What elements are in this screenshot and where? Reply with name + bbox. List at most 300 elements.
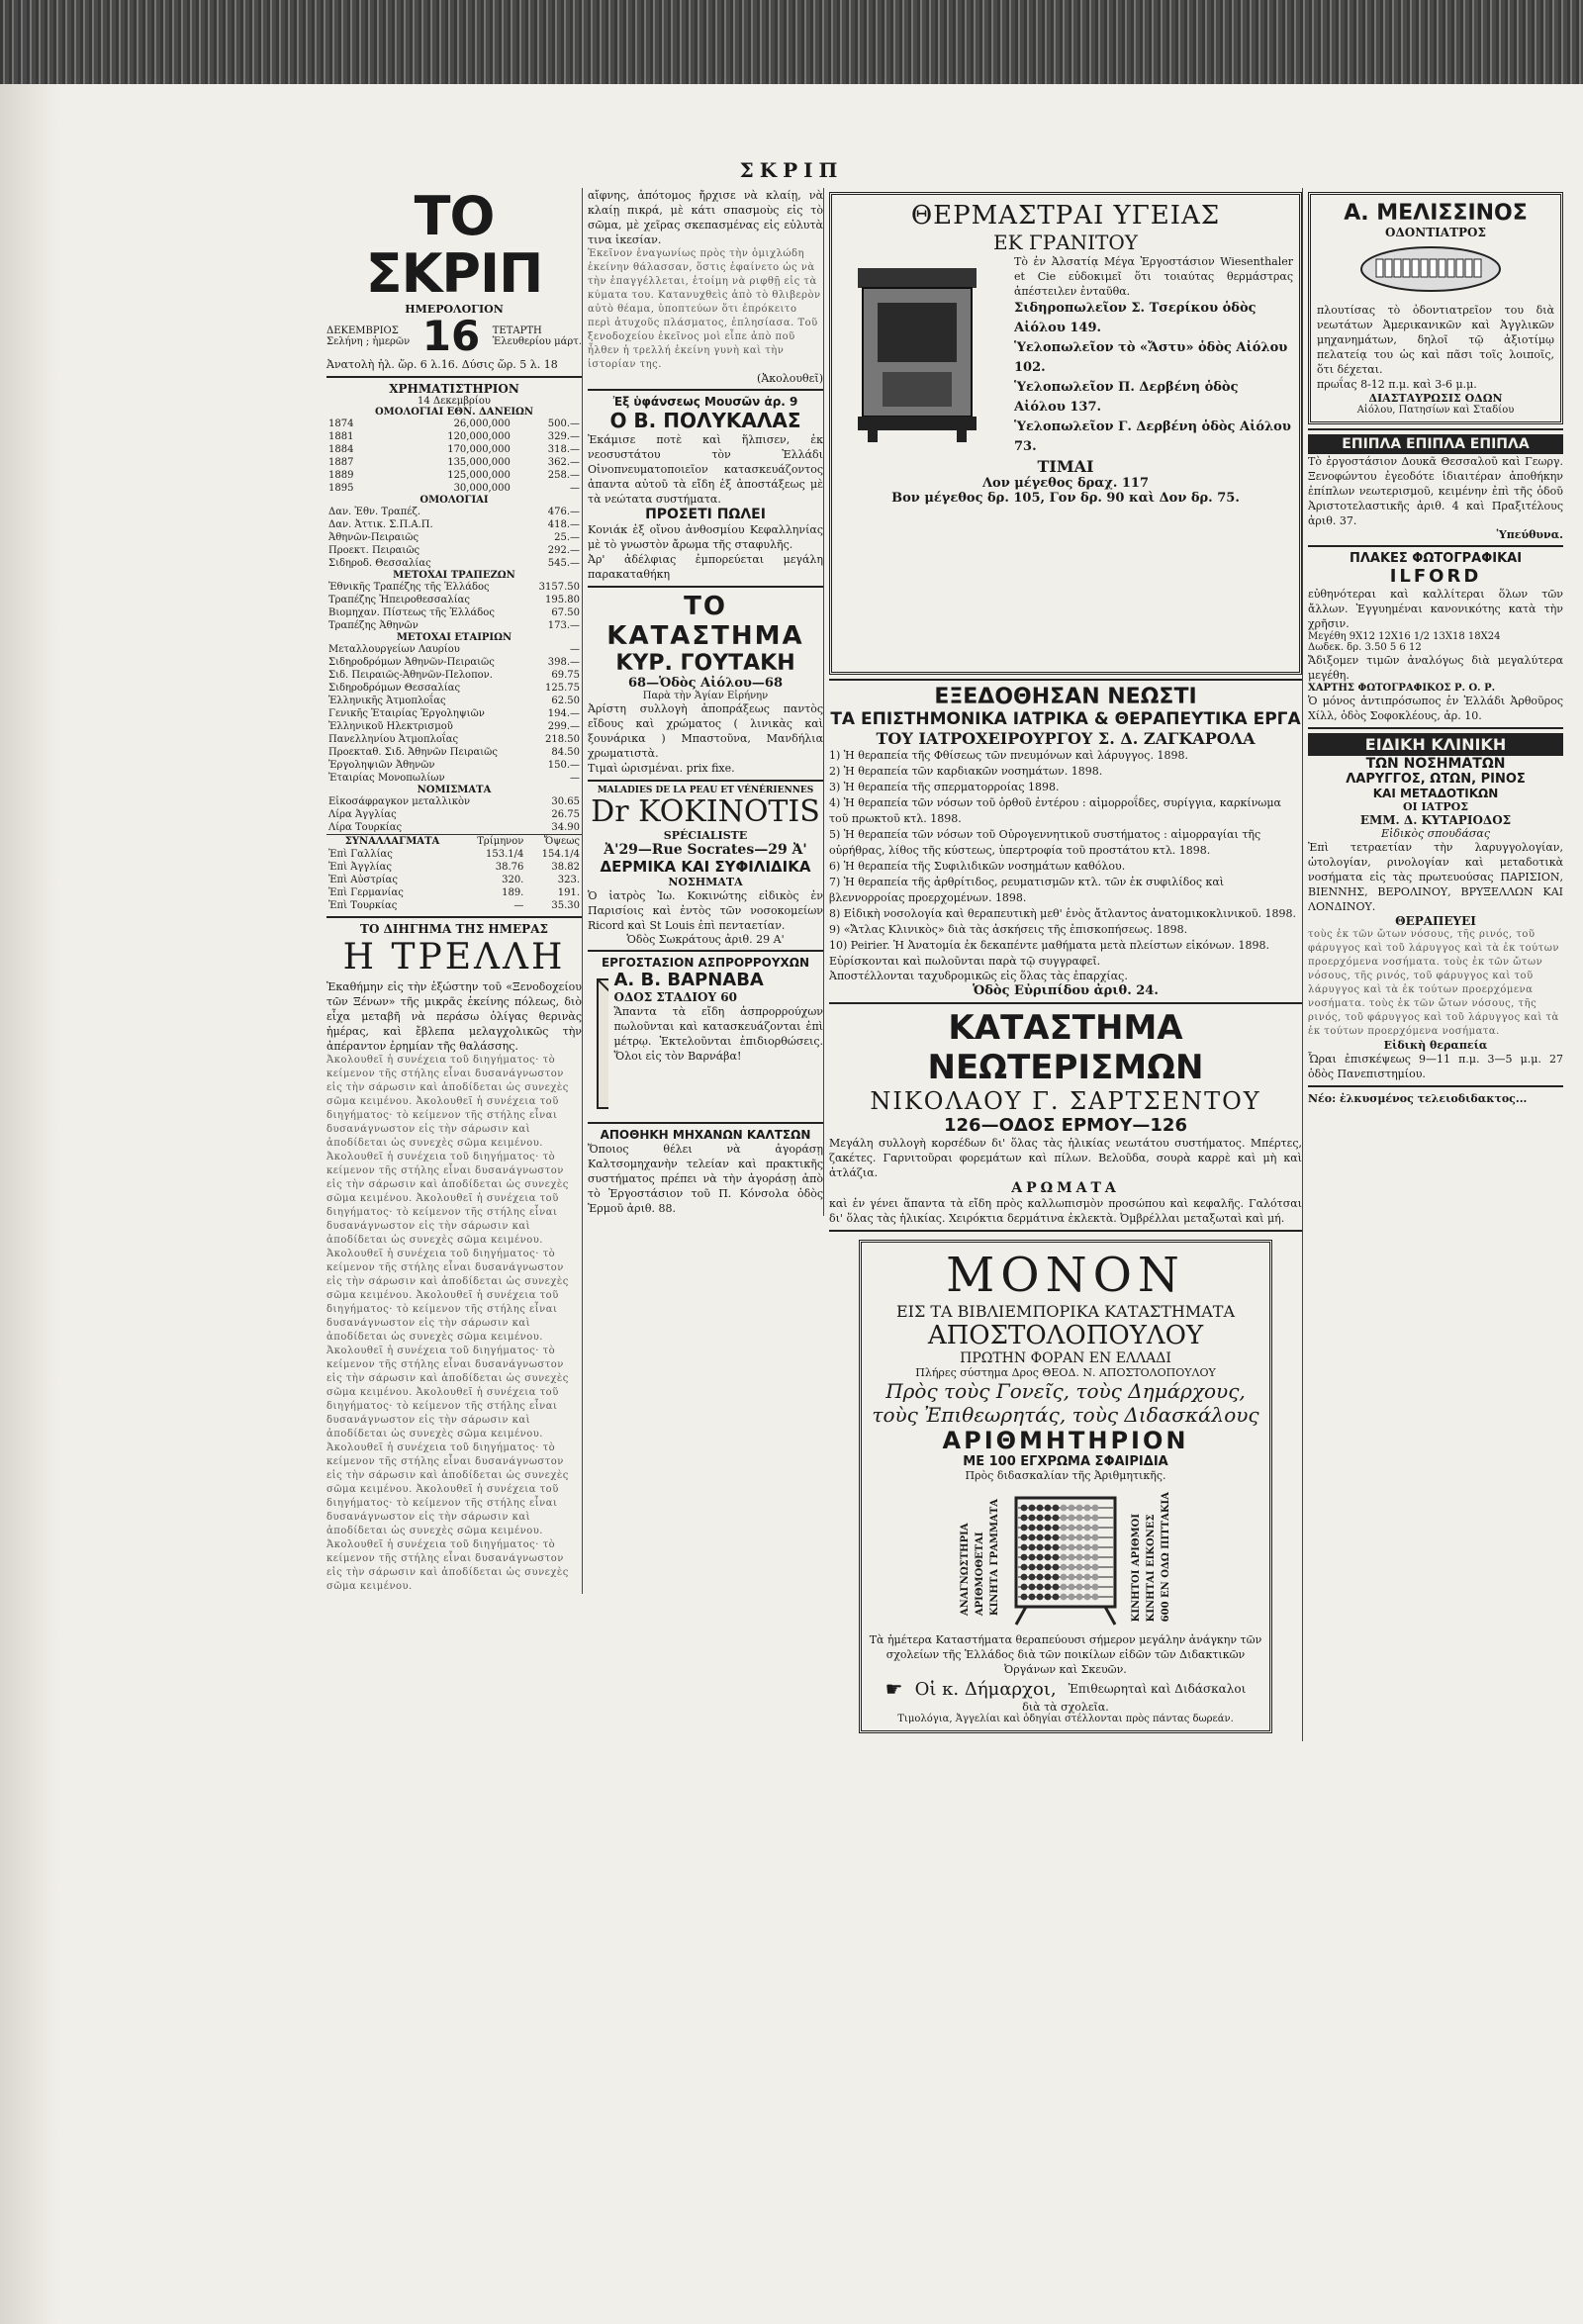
company-share-row-cell: Ἐργοληψιῶν Ἀθηνῶν: [328, 760, 435, 771]
abacus-bead: [1045, 1544, 1052, 1551]
book-item: 7) Ἡ θεραπεία τῆς ἀρθρίτιδος, ρευματισμῶν κτλ. τῶν ἐκ συφιλίδος καὶ βλεννορροίας προερχομένων. 1898.: [829, 876, 1225, 904]
col2-continued-text: Ἐκεῖνον ἐναγωνίως πρὸς τὴν ὁμιχλώδη ἐκείνην θάλασσαν, ὅστις ἐφαίνετο ὡς νὰ τὴν ἐπαγγέλλεται, ἑτοίμη νὰ ριφθῇ εἰς τὰ κύματα του. Κατανυχθεὶς ἀπὸ τὸ θλιβερὸν αὐτὸ θέαμα, ὑποπτεύων ὅτι ἐπρόκειτο περὶ ἀτυχοῦς πλάσματος, ἐπλησίασα. Τοῦ ξενοδοχείου ἐκεῖνος μοὶ εἶπε ἀπὸ ποῦ ἦλθεν ἡ τρελλή ἐκείνη γυνὴ καὶ τὴν ἱστορίαν της.: [588, 248, 821, 370]
bond-row-cell: Σιδηροδ. Θεσσαλίας: [328, 558, 431, 569]
col2-sign: (Ἀκολουθεῖ): [757, 372, 823, 385]
apostolopoulos-foot-d: Τιμολόγια, Ἀγγελίαι καὶ ὁδηγίαι στέλλονται πρὸς πάντας δωρεάν.: [897, 1714, 1234, 1724]
exchange-title: ΧΡΗΜΑΤΙΣΤΗΡΙΟΝ: [389, 382, 519, 396]
stoves-subtitle: ΕΚ ΓΡΑΝΙΤΟΥ: [992, 231, 1138, 254]
loan-row-cell: 125,000,000: [447, 470, 511, 481]
bank-share-row-cell: 3157.50: [538, 582, 580, 593]
clinic-title-1: ΕΙΔΙΚΗ ΚΛΙΝΙΚΗ: [1308, 733, 1563, 756]
ilford-more: Ἄδιξομεν τιμῶν ἀναλόγως διὰ μεγαλύτερα μεγέθη.: [1308, 654, 1563, 682]
abacus-bead: [1045, 1554, 1052, 1561]
column-2: [588, 188, 824, 1216]
abacus-bead: [1092, 1564, 1099, 1571]
abacus-bead: [1037, 1594, 1044, 1601]
book-item: 4) Ἡ θεραπεία τῶν νόσων τοῦ ὀρθοῦ ἐντέρου : αἱμορροΐδες, συρίγγια, καρκίνωμα τοῦ πρωκτοῦ κτλ. 1898.: [829, 796, 1281, 825]
abacus-bead: [1037, 1564, 1044, 1571]
abacus-bead: [1092, 1515, 1099, 1522]
loan-row-cell: 120,000,000: [447, 431, 511, 442]
abacus-bead: [1021, 1525, 1028, 1532]
abacus-bead: [1069, 1515, 1075, 1522]
abacus-side-label: ΚΙΝΗΤΟΙ ΑΡΙΘΜΟΙ: [1131, 1514, 1142, 1623]
fx-row: [326, 886, 582, 899]
fx-row-cell: 323.: [557, 875, 580, 885]
apostolopoulos-ad: [859, 1240, 1272, 1733]
polykalas-ad-text: Κονιάκ ἐξ οἴνου ἀνθοσμίου Κεφαλληνίας μὲ τὸ γνωστὸν ἄρωμα τῆς σταφυλῆς.: [588, 523, 823, 551]
abacus-bead: [1053, 1594, 1060, 1601]
book-item: 3) Ἡ θεραπεία τῆς σπερματορροίας 1898.: [829, 781, 1060, 793]
loan-row: [326, 430, 582, 443]
ad-mouson: Ἐξ ὑφάνσεως Μουσῶν ἀρ. 9: [612, 395, 798, 409]
abacus-bead: [1061, 1505, 1068, 1512]
company-share-row-cell: —: [570, 773, 580, 784]
bond-row-cell: 25.—: [554, 532, 580, 543]
abacus-bead: [1037, 1584, 1044, 1591]
tooth: [1385, 259, 1392, 277]
stoves-ad: [829, 192, 1302, 675]
tooth: [1421, 259, 1428, 277]
abacus-bead: [1084, 1594, 1091, 1601]
book-item: 10) Peirier. Ἡ Ἀνατομία ἐκ δεκαπέντε μαθήματα μετὰ πλείστων εἰκόνων. 1898.: [829, 939, 1269, 952]
bank-share-row-cell: Ἐθνικῆς Τραπέζης τῆς Ἑλλάδος: [328, 582, 490, 593]
bond-row-cell: Δαν. Ἐθν. Τραπέζ.: [328, 507, 421, 517]
company-share-row-cell: 218.50: [545, 734, 580, 745]
tailors-text: Ὅποιος θέλει νὰ ἀγοράσῃ Καλτσομηχανὴν τελείαν καὶ πρακτικῆς συστήματος πρέπει νὰ τὴν ἀγοράσῃ ἀπὸ τὸ Ἐργοστάσιον τοῦ Π. Κόνσολα ὁδὸς Ἑρμοῦ ἀριθ. 88.: [588, 1143, 823, 1215]
fx-row: [326, 848, 582, 861]
abacus-bead: [1092, 1594, 1099, 1601]
epipla-sign: Ὑπεύθυνα.: [1496, 528, 1563, 541]
company-share-row: [326, 733, 582, 746]
loan-row-cell: 1887: [328, 457, 354, 468]
melissinos-ad: [1308, 192, 1563, 424]
abacus-bead: [1061, 1534, 1068, 1541]
bank-share-row: [326, 581, 582, 594]
bank-share-row-cell: 195.80: [545, 595, 580, 605]
abacus-bead: [1069, 1564, 1075, 1571]
tooth: [1474, 259, 1481, 277]
loan-row-cell: 1881: [328, 431, 354, 442]
coin-row-cell: Λίρα Ἀγγλίας: [328, 809, 397, 820]
feuilleton-lead: Ἐκαθήμην εἰς τὴν ἐξώστην τοῦ «Ξενοδοχείου τῶν Ξένων» τῆς μικρᾶς ἐκείνης πόλεως, διὸ εἶχα μεταβῆ νὰ περάσω ὀλίγας θερινὰς ἡμέρας, καὶ ἔβλεπα μελαγχολικῶς τὴν ἀπέραντον ἐρημίαν τῆς θαλάσσης.: [326, 980, 582, 1053]
loan-row-cell: 170,000,000: [447, 444, 511, 455]
ilford-paper: ΧΑΡΤΗΣ ΦΩΤΟΓΡΑΦΙΚΟΣ Ρ. Ο. Ρ.: [1308, 683, 1496, 694]
melissinos-name: Α. ΜΕΛΙΣΣΙΝΟΣ: [1344, 201, 1528, 226]
zagkarolas-address: Ὁδὸς Εὐριπίδου ἀριθ. 24.: [973, 983, 1159, 998]
polykalas-title: Ο Β. ΠΟΛΥΚΑΛΑΣ: [609, 409, 801, 432]
loan-row-cell: 258.—: [547, 470, 580, 481]
goutakis-name: ΚΥΡ. ΓΟΥΤΑΚΗ: [615, 651, 795, 676]
fx-table: [326, 834, 582, 912]
exchange-date: 14 Δεκεμβρίου: [418, 396, 491, 407]
stoves-text: Τὸ ἐν Ἀλσατίᾳ Μέγα Ἐργοστάσιον Wiesenthaler et Cie εὐδοκιμεῖ ὅτι τοιαύτας θερμάστρας ἀπέστειλεν ἐνταῦθα.: [1014, 255, 1293, 298]
book-item: 2) Ἡ θεραπεία τῶν καρδιακῶν νοσημάτων. 1898.: [829, 765, 1103, 778]
fx-row-cell: 153.1/4: [486, 849, 524, 860]
abacus-bead: [1021, 1544, 1028, 1551]
loan-row-cell: 1889: [328, 470, 354, 481]
company-share-row-cell: 62.50: [551, 696, 580, 706]
abacus-bead: [1069, 1554, 1075, 1561]
abacus-bead: [1092, 1534, 1099, 1541]
abacus-bead: [1076, 1515, 1083, 1522]
sun-times: Ἀνατολὴ ἡλ. ὥρ. 6 λ.16. Δύσις ὥρ. 5 λ. 18: [326, 358, 558, 371]
abacus-bead: [1037, 1544, 1044, 1551]
bond-row: [326, 531, 582, 544]
abacus-bead: [1037, 1515, 1044, 1522]
abacus-bead: [1084, 1564, 1091, 1571]
ilford-sizes: Μεγέθη 9Χ12 12Χ16 1/2 13Χ18 18Χ24: [1308, 631, 1501, 642]
perfume-title: ΑΡΩΜΑΤΑ: [1011, 1180, 1120, 1196]
fx-row-cell: Ἐπὶ Γερμανίας: [328, 887, 404, 898]
company-share-row-cell: Ἑταιρίας Μονοπωλίων: [328, 773, 445, 784]
shirt-illustration: [588, 970, 608, 1118]
abacus-bead: [1053, 1564, 1060, 1571]
abacus-bead: [1076, 1505, 1083, 1512]
abacus-bead: [1069, 1534, 1075, 1541]
kokinotis-text: Ὁ ἰατρὸς Ἰω. Κοκινώτης εἰδικὸς ἐν Παρισίοις καὶ ἐντὸς τῶν νοσοκομείων Ricord καὶ St Louis ἐπὶ πενταετίαν.: [588, 889, 823, 932]
fx-row-cell: 35.30: [551, 900, 580, 911]
company-share-row: [326, 772, 582, 785]
fx-row-cell: 38.82: [551, 862, 580, 873]
coin-row: [326, 808, 582, 821]
bond-row: [326, 518, 582, 531]
apostolopoulos-foot-c: διὰ τὰ σχολεῖα.: [1022, 1701, 1109, 1714]
apostolopoulos-line-1: ΕΙΣ ΤΑ ΒΙΒΛΙΕΜΠΟΡΙΚΑ ΚΑΤΑΣΤΗΜΑΤΑ: [895, 1302, 1236, 1321]
book-item: 5) Ἡ θεραπεία τῶν νόσων τοῦ Οὐρογεννητικοῦ συστήματος : αἱμορραγίαι τῆς οὐρήθρας, λίθος τῆς κύστεως, ὑπερτροφία τοῦ προστάτου κτλ. 1898.: [829, 828, 1261, 857]
bond-row-cell: 545.—: [547, 558, 580, 569]
calendar-label: ΗΜΕΡΟΛΟΓΙΟΝ: [405, 303, 504, 316]
abacus-bead: [1053, 1515, 1060, 1522]
abacus-bead: [1069, 1525, 1075, 1532]
company-share-row-cell: 194.—: [547, 708, 580, 719]
sartsentos-address: 126—ΟΔΟΣ ΕΡΜΟΥ—126: [944, 1115, 1187, 1136]
company-share-row-cell: Γενικῆς Ἑταιρίας Ἐργοληψιῶν: [328, 708, 485, 719]
bank-share-row: [326, 606, 582, 619]
abacus-bead: [1037, 1574, 1044, 1581]
stoves-price-2: Βον μέγεθος δρ. 105, Γον δρ. 90 καὶ Δον δρ. 75.: [891, 491, 1240, 506]
loan-row: [326, 443, 582, 456]
company-share-row-cell: Σιδ. Πειραιῶς-Ἀθηνῶν-Πελοπον.: [328, 670, 493, 681]
loan-row-cell: 26,000,000: [453, 418, 511, 429]
goutakis-address: 68—Ὁδὸς Αἰόλου—68: [628, 676, 783, 691]
sartsentos-title: ΚΑΤΑΣΤΗΜΑ ΝΕΩΤΕΡΙΣΜΩΝ: [927, 1008, 1204, 1087]
bonds-table: [326, 506, 582, 570]
abacus-bead: [1092, 1584, 1099, 1591]
company-share-row-cell: 299.—: [547, 721, 580, 732]
goutakis-price: Τιμαὶ ὡρισμέναι. prix fixe.: [588, 762, 735, 775]
coin-row-cell: 30.65: [551, 796, 580, 807]
polykalas-ad-foot: Ἀρ' ἀδέλφιας ἐμπορεύεται μεγάλη παρακαταθήκη: [588, 553, 823, 581]
melissinos-role: ΟΔΟΝΤΙΑΤΡΟΣ: [1385, 226, 1486, 239]
abacus-bead: [1029, 1534, 1036, 1541]
coin-row: [326, 821, 582, 834]
varnavas-title: ΕΡΓΟΣΤΑΣΙΟΝ ΑΣΠΡΟΡΡΟΥΧΩΝ: [601, 956, 810, 970]
tooth: [1465, 259, 1472, 277]
bank-share-row-cell: 67.50: [551, 607, 580, 618]
bottom-notice: Νέο: ἐλκυσμένος τελειοδιδακτος...: [1308, 1092, 1528, 1105]
abacus-bead: [1084, 1505, 1091, 1512]
company-share-row-cell: 125.75: [545, 683, 580, 694]
abacus-bead: [1021, 1505, 1028, 1512]
month: ΔΕΚΕΜΒΡΙΟΣ: [326, 325, 399, 336]
fx-row: [326, 874, 582, 886]
abacus-bead: [1076, 1594, 1083, 1601]
abacus-bead: [1029, 1525, 1036, 1532]
bank-share-row: [326, 619, 582, 632]
abacus-bead: [1076, 1534, 1083, 1541]
loan-row-cell: 329.—: [547, 431, 580, 442]
abacus-bead: [1092, 1544, 1099, 1551]
clinic-title-3: ΛΑΡΥΓΓΟΣ, ΩΤΩΝ, ΡΙΝΟΣ: [1346, 772, 1526, 787]
bank-share-row-cell: 173.—: [547, 620, 580, 631]
fx-row-cell: Ἐπὶ Ἀγγλίας: [328, 862, 392, 873]
clinic-text: Ἐπὶ τετραετίαν τὴν λαρυγγολογίαν, ὠτολογίαν, ρινολογίαν καὶ μεταδοτικὰ νοσήματα εἰς τὰς πρωτευούσας ΠΑΡΙΣΙΟΝ, ΒΙΕΝΝΗΣ, ΒΕΡΟΛΙΝΟΥ, ΒΡΥΞΕΛΛΩΝ ΚΑΙ ΛΟΝΔΙΝΟΥ.: [1308, 841, 1563, 913]
bond-row-cell: 292.—: [547, 545, 580, 556]
running-head: ΣΚΡΙΠ: [739, 158, 844, 182]
loan-row-cell: 362.—: [547, 457, 580, 468]
abacus-bead: [1029, 1594, 1036, 1601]
bank-share-row-cell: Βιομηχαν. Πίστεως τῆς Ἑλλάδος: [328, 607, 495, 618]
company-share-row: [326, 669, 582, 682]
feuilleton-title: Η ΤΡΕΛΛΗ: [342, 937, 566, 977]
fx-head-sight: Ὄψεως: [543, 836, 580, 847]
kokinotis-spec: SPÉCIALISTE: [663, 829, 748, 842]
abacus-bead: [1084, 1534, 1091, 1541]
stove-dealer: Ὑελοπωλεῖον τὸ «Ἄστυ» ὁδὸς Αἰόλου 102.: [1014, 340, 1288, 375]
page-fold-shadow: [0, 0, 59, 2324]
tooth: [1403, 259, 1410, 277]
clinic-doctor: ΕΜΜ. Δ. ΚΥΤΑΡΙΟΔΟΣ: [1359, 813, 1512, 827]
moon-days: Σελήνη ; ἡμερῶν: [326, 336, 411, 347]
fx-row-cell: 189.: [502, 887, 524, 898]
bond-row-cell: Δαν. Ἀττικ. Σ.Π.Α.Π.: [328, 519, 433, 530]
abacus-bead: [1092, 1574, 1099, 1581]
ilford-note: Ὁ μόνος ἀντιπρόσωπος ἐν Ἑλλάδι Ἀρθοῦρος Χίλλ, ὁδὸς Σοφοκλέους, ἀρ. 10.: [1308, 695, 1563, 722]
feuilleton-header: ΤΟ ΔΙΗΓΗΜΑ ΤΗΣ ΗΜΕΡΑΣ: [360, 922, 548, 936]
kokinotis-address: Ἀ'29—Rue Socrates—29 Ἀ': [604, 842, 807, 858]
company-share-row-cell: 150.—: [547, 760, 580, 771]
loan-row-cell: 1884: [328, 444, 354, 455]
abacus-bead: [1061, 1525, 1068, 1532]
abacus-sub-2: Πρὸς διδασκαλίαν τῆς Ἀριθμητικῆς.: [965, 1469, 1166, 1482]
bond-row-cell: 418.—: [547, 519, 580, 530]
tooth: [1376, 259, 1383, 277]
company-share-row: [326, 746, 582, 759]
abacus-bead: [1029, 1505, 1036, 1512]
clinic-special: Εἰδικὴ θεραπεία: [1383, 1039, 1488, 1052]
abacus-bead: [1021, 1515, 1028, 1522]
abacus-sub: ΜΕ 100 ΕΓΧΡΩΜΑ ΣΦΑΙΡΙΔΙΑ: [963, 1454, 1168, 1469]
bank-shares-title: ΜΕΤΟΧΑΙ ΤΡΑΠΕΖΩΝ: [393, 570, 515, 581]
apostolopoulos-line-3: Πλήρες σύστημα Δρος ΘΕΟΔ. Ν. ΑΠΟΣΤΟΛΟΠΟΥΛΟΥ: [915, 1366, 1216, 1379]
dentures-illustration: [1317, 239, 1544, 299]
company-share-row-cell: 84.50: [551, 747, 580, 758]
fx-row-cell: Ἐπὶ Αὐστρίας: [328, 875, 399, 885]
company-share-row: [326, 707, 582, 720]
book-item: 1) Ἡ θεραπεία τῆς Φθίσεως τῶν πνευμόνων καὶ λάρυγγος. 1898.: [829, 749, 1188, 762]
abacus-bead: [1069, 1594, 1075, 1601]
masthead-title: ΤΟ ΣΚΡΙΠ: [365, 185, 543, 305]
abacus-bead: [1021, 1554, 1028, 1561]
clinic-title-4: ΚΑΙ ΜΕΤΑΔΟΤΙΚΩΝ: [1372, 787, 1499, 800]
apostolopoulos-foot-a: Οἱ κ. Δήμαρχοι,: [914, 1678, 1057, 1700]
abacus-bead: [1061, 1544, 1068, 1551]
abacus-bead: [1037, 1505, 1044, 1512]
day-number: 16: [421, 312, 481, 360]
zagkarolas-title-1: ΕΞΕΔΟΘΗΣΑΝ ΝΕΩΣΤΙ: [934, 685, 1197, 709]
book-item: 9) «Ἄτλας Κλινικὸς» διὰ τὰς ἀσκήσεις τῆς ἐπισκοπήσεως. 1898.: [829, 923, 1188, 936]
abacus-bead: [1076, 1574, 1083, 1581]
bond-row-cell: Ἀθηνῶν-Πειραιῶς: [328, 532, 419, 543]
coins-title: ΝΟΜΙΣΜΑΤΑ: [417, 785, 492, 795]
coin-row-cell: Εἰκοσάφραγκον μεταλλικὸν: [328, 796, 471, 807]
abacus-bead: [1053, 1544, 1060, 1551]
bond-row: [326, 506, 582, 518]
abacus-bead: [1061, 1584, 1068, 1591]
abacus-bead: [1037, 1525, 1044, 1532]
coin-row-cell: 34.90: [551, 822, 580, 833]
company-share-row: [326, 656, 582, 669]
loan-row: [326, 456, 582, 469]
company-share-row: [326, 759, 582, 772]
fx-row-cell: 38.76: [495, 862, 524, 873]
abacus-bead: [1021, 1584, 1028, 1591]
apostolopoulos-foot-b: Ἐπιθεωρηταὶ καὶ Διδάσκαλοι: [1068, 1682, 1247, 1696]
tooth: [1394, 259, 1401, 277]
book-item: 6) Ἡ θεραπεία τῆς Συφιλιδικῶν νοσημάτων καθόλου.: [829, 860, 1126, 873]
abacus-bead: [1061, 1564, 1068, 1571]
company-share-row-cell: Πανελληνίου Ἀτμοπλοΐας: [328, 734, 459, 745]
loan-row-cell: 135,000,000: [447, 457, 511, 468]
weekday: ΤΕΤΑΡΤΗ: [492, 325, 542, 336]
tooth: [1412, 259, 1419, 277]
abacus-bead: [1061, 1574, 1068, 1581]
zagkarolas-foot-1: Εὑρίσκονται καὶ πωλοῦνται παρὰ τῷ συγγραφεῖ.: [829, 955, 1101, 968]
abacus-side-label: ΚΙΝΗΤΑ ΓΡΑΜΜΑΤΑ: [989, 1498, 1000, 1617]
column-1: [326, 185, 583, 1594]
tailors-title: ΑΠΟΘΗΚΗ ΜΗΧΑΝΩΝ ΚΑΛΤΣΩΝ: [600, 1128, 811, 1142]
col2-top-text: αἴφνης, ἀπότομος ἤρχισε νὰ κλαίῃ, νὰ κλαίῃ πικρά, μὲ κάτι σπασμοὺς εἰς τὸ σῶμα, μὲ χεῖρας σκεπασμένας εἰς εὐλυτὰ τινα ἱκεσίαν.: [588, 189, 823, 246]
melissinos-address-2: Αἰόλου, Πατησίων καὶ Σταδίου: [1356, 405, 1515, 416]
company-share-row: [326, 643, 582, 656]
abacus-illustration: [1006, 1488, 1125, 1627]
ilford-brand: ILFORD: [1389, 566, 1482, 587]
stove-illustration: [838, 258, 1006, 446]
kokinotis-address-2: Ὁδὸς Σωκράτους ἀριθ. 29 Α': [626, 933, 785, 946]
abacus-side-label: ΑΡΙΘΜΟΘΕΤΑΙ: [975, 1532, 985, 1617]
ilford-text: εὐθηνότεραι καὶ καλλίτεραι ὅλων τῶν ἄλλων. Ἐγγυημέναι κανονικότης κατὰ τὴν χρῆσιν.: [1308, 588, 1563, 630]
kokinotis-top: MALADIES DE LA PEAU ET VÉNÉRIENNES: [597, 786, 814, 795]
abacus-bead: [1076, 1564, 1083, 1571]
abacus-bead: [1084, 1554, 1091, 1561]
abacus-bead: [1061, 1515, 1068, 1522]
bank-shares-table: [326, 581, 582, 632]
epipla-title: ΕΠΙΠΛΑ ΕΠΙΠΛΑ ΕΠΙΠΛΑ: [1308, 434, 1563, 454]
fx-row-cell: 154.1/4: [541, 849, 580, 860]
loan-row-cell: 1895: [328, 483, 354, 494]
epipla-text: Τὸ ἐργοστάσιον Δουκᾶ Θεσσαλοῦ καὶ Γεωργ. Ξενοφώντου ἐγεοδότε ἰδιαιτέραν ἀποθήκην ἐπίπλων νεωτερισμοῦ, κειμένην ἐπὶ τῆς ὁδοῦ Ἀριστοτελαστικῆς ἀριθ. 4 καὶ Πραξιτέλους ἀριθ. 37.: [1308, 455, 1563, 527]
abacus-bead: [1076, 1544, 1083, 1551]
goutakis-near: Παρὰ τὴν Ἁγίαν Εἰρήνην: [642, 691, 769, 701]
abacus-bead: [1076, 1554, 1083, 1561]
abacus-bead: [1029, 1574, 1036, 1581]
clinic-studies: Εἰδικὸς σπουδάσας: [1381, 827, 1490, 840]
zagkarolas-title-2: ΤΑ ΕΠΙΣΤΗΜΟΝΙΚΑ ΙΑΤΡΙΚΑ & ΘΕΡΑΠΕΥΤΙΚΑ ΕΡΓΑ: [830, 709, 1301, 729]
perfume-text: καὶ ἐν γένει ἅπαντα τὰ εἴδη πρὸς καλλωπισμὸν προσώπου καὶ κεφαλῆς. Γαλότσαι δι' ὅλας τὰς ἡλικίας. Χειρόκτια δερμάτινα ἐκλεκτὰ. Ὀμβρέλλαι μεταξωταὶ καὶ μή.: [829, 1197, 1302, 1225]
abacus-bead: [1076, 1584, 1083, 1591]
abacus-bead: [1045, 1525, 1052, 1532]
kokinotis-sub: ΝΟΣΗΜΑΤΑ: [668, 876, 743, 888]
loan-row: [326, 418, 582, 430]
abacus-bead: [1084, 1584, 1091, 1591]
abacus-bead: [1021, 1574, 1028, 1581]
abacus-bead: [1069, 1544, 1075, 1551]
scan-top-band: [0, 0, 1583, 84]
company-share-row: [326, 720, 582, 733]
apostolopoulos-text: Τὰ ἡμέτερα Καταστήματα θεραπεύουσι σήμερον μεγάλην ἀνάγκην τῶν σχολείων τῆς Ἑλλάδος διὰ τῶν ποικίλων εἰδῶν τῶν Διδακτικῶν Ὀργάνων καὶ Σκευῶν.: [869, 1633, 1262, 1676]
saint-name: Ἐλευθερίου μάρτ.: [492, 336, 582, 347]
book-item: 8) Εἰδικὴ νοσολογία καὶ θεραπευτικὴ μεθ' ἑνὸς ἄτλαντος ἀνατομικοκλινικοῦ. 1898.: [829, 907, 1297, 920]
bonds-title: ΟΜΟΛΟΓΙΑΙ: [419, 495, 489, 506]
abacus-bead: [1053, 1505, 1060, 1512]
loan-row-cell: —: [570, 483, 580, 494]
abacus-bead: [1053, 1525, 1060, 1532]
abacus-bead: [1045, 1515, 1052, 1522]
coin-row-cell: Λίρα Τουρκίας: [328, 822, 403, 833]
abacus-bead: [1092, 1554, 1099, 1561]
bank-share-row-cell: Τραπέζης Ἠπειροθεσσαλίας: [328, 595, 471, 605]
sartsentos-text: Μεγάλη συλλογὴ κορσέδων δι' ὅλας τὰς ἡλικίας νεωτάτου συστήματος. Μπέρτες, ζακέτες. Γαρνιτοῦραι φορεμάτων καὶ πίλων. Βελοῦδα, σουρὰ καρρὲ καὶ μὴ καὶ ἀτλάζια.: [829, 1137, 1302, 1179]
melissinos-text: πλουτίσας τὸ ὀδοντιατρεῖον του διὰ νεωτάτων Ἀμερικανικῶν καὶ Ἀγγλικῶν μηχανημάτων, δηλοῖ τῷ ἀξιοτίμῳ πελατείᾳ του ὡς καὶ πᾶσι τοῖς λοιποῖς, ὅτι δέχεται.: [1317, 304, 1554, 376]
abacus-bead: [1053, 1574, 1060, 1581]
fx-row-cell: 320.: [502, 875, 524, 885]
loan-row-cell: 500.—: [547, 418, 580, 429]
abacus-bead: [1029, 1554, 1036, 1561]
apostolopoulos-line-2: ΠΡΩΤΗΝ ΦΟΡΑΝ ΕΝ ΕΛΛΑΔΙ: [960, 1350, 1171, 1366]
kokinotis-title: ΔΕΡΜΙΚΑ ΚΑΙ ΣΥΦΙΛΙΔΙΚΑ: [600, 858, 811, 876]
loan-row: [326, 469, 582, 482]
abacus-side-label: ΚΙΝΗΤΑΙ ΕΙΚΟΝΕΣ: [1146, 1514, 1157, 1623]
stoves-title: ΘΕΡΜΑΣΤΡΑΙ ΥΓΕΙΑΣ: [910, 201, 1221, 231]
stove-dealer: Σιδηροπωλεῖον Σ. Τσερίκου ὁδὸς Αἰόλου 149.: [1014, 301, 1257, 335]
abacus-bead: [1061, 1554, 1068, 1561]
company-share-row-cell: Σιδηροδρόμων Θεσσαλίας: [328, 683, 461, 694]
fx-head-3m: Τρίμηνον: [477, 836, 524, 847]
abacus-bead: [1084, 1574, 1091, 1581]
abacus-bead: [1092, 1505, 1099, 1512]
ilford-prices: Δωδεκ. δρ. 3.50 5 6 12: [1308, 642, 1422, 653]
abacus-bead: [1045, 1534, 1052, 1541]
melissinos-hours: πρωΐας 8-12 π.μ. καὶ 3-6 μ.μ.: [1317, 378, 1477, 391]
abacus-bead: [1021, 1534, 1028, 1541]
abacus-bead: [1053, 1534, 1060, 1541]
fx-title: ΣΥΝΑΛΛΑΓΜΑΤΑ: [344, 836, 440, 847]
apostolopoulos-script-2: τοὺς Ἐπιθεωρητάς, τοὺς Διδασκάλους: [872, 1403, 1259, 1427]
abacus-bead: [1076, 1525, 1083, 1532]
goutakis-title: ΤΟ ΚΑΤΑΣΤΗΜΑ: [606, 592, 804, 651]
loan-row-cell: 30,000,000: [453, 483, 511, 494]
abacus-side-label: 600 ΕΝ ΟΔΩ ΠΙΤΤΑΚΙΑ: [1161, 1492, 1171, 1623]
varnavas-text: Ἅπαντα τὰ εἴδη ἀσπρορρούχων πωλοῦνται καὶ κατασκευάζονται ἐπὶ μέτρῳ. Ἐκτελοῦνται ἐπιδιορθώσεις. Ὅλοι εἰς τὸν Βαρνάβα!: [613, 1005, 823, 1063]
abacus-bead: [1084, 1525, 1091, 1532]
company-shares-title: ΜΕΤΟΧΑΙ ΕΤΑΙΡΙΩΝ: [396, 632, 512, 643]
clinic-therapy-body: τοὺς ἐκ τῶν ὤτων νόσους, τῆς ρινός, τοῦ φάρυγγος καὶ τοῦ λάρυγγος καὶ τὰ ἐκ τούτων προερχόμενα νοσήματα. τοὺς ἐκ τῶν ὤτων νόσους, τῆς ρινός, τοῦ φάρυγγος καὶ τοῦ λάρυγγος καὶ τὰ ἐκ τούτων προερχόμενα νοσήματα. τοὺς ἐκ τῶν ὤτων νόσους, τῆς ρινός, τοῦ φάρυγγος καὶ τοῦ λάρυγγος καὶ τὰ ἐκ τούτων προερχόμενα νοσήματα.: [1308, 929, 1559, 1037]
bond-row-cell: Προεκτ. Πειραιῶς: [328, 545, 420, 556]
stoves-prices-title: ΤΙΜΑΙ: [1037, 457, 1094, 476]
apostolopoulos-script-1: Πρὸς τοὺς Γονεῖς, τοὺς Δημάρχους,: [885, 1379, 1246, 1403]
abacus-bead: [1029, 1544, 1036, 1551]
loans-table: [326, 418, 582, 495]
